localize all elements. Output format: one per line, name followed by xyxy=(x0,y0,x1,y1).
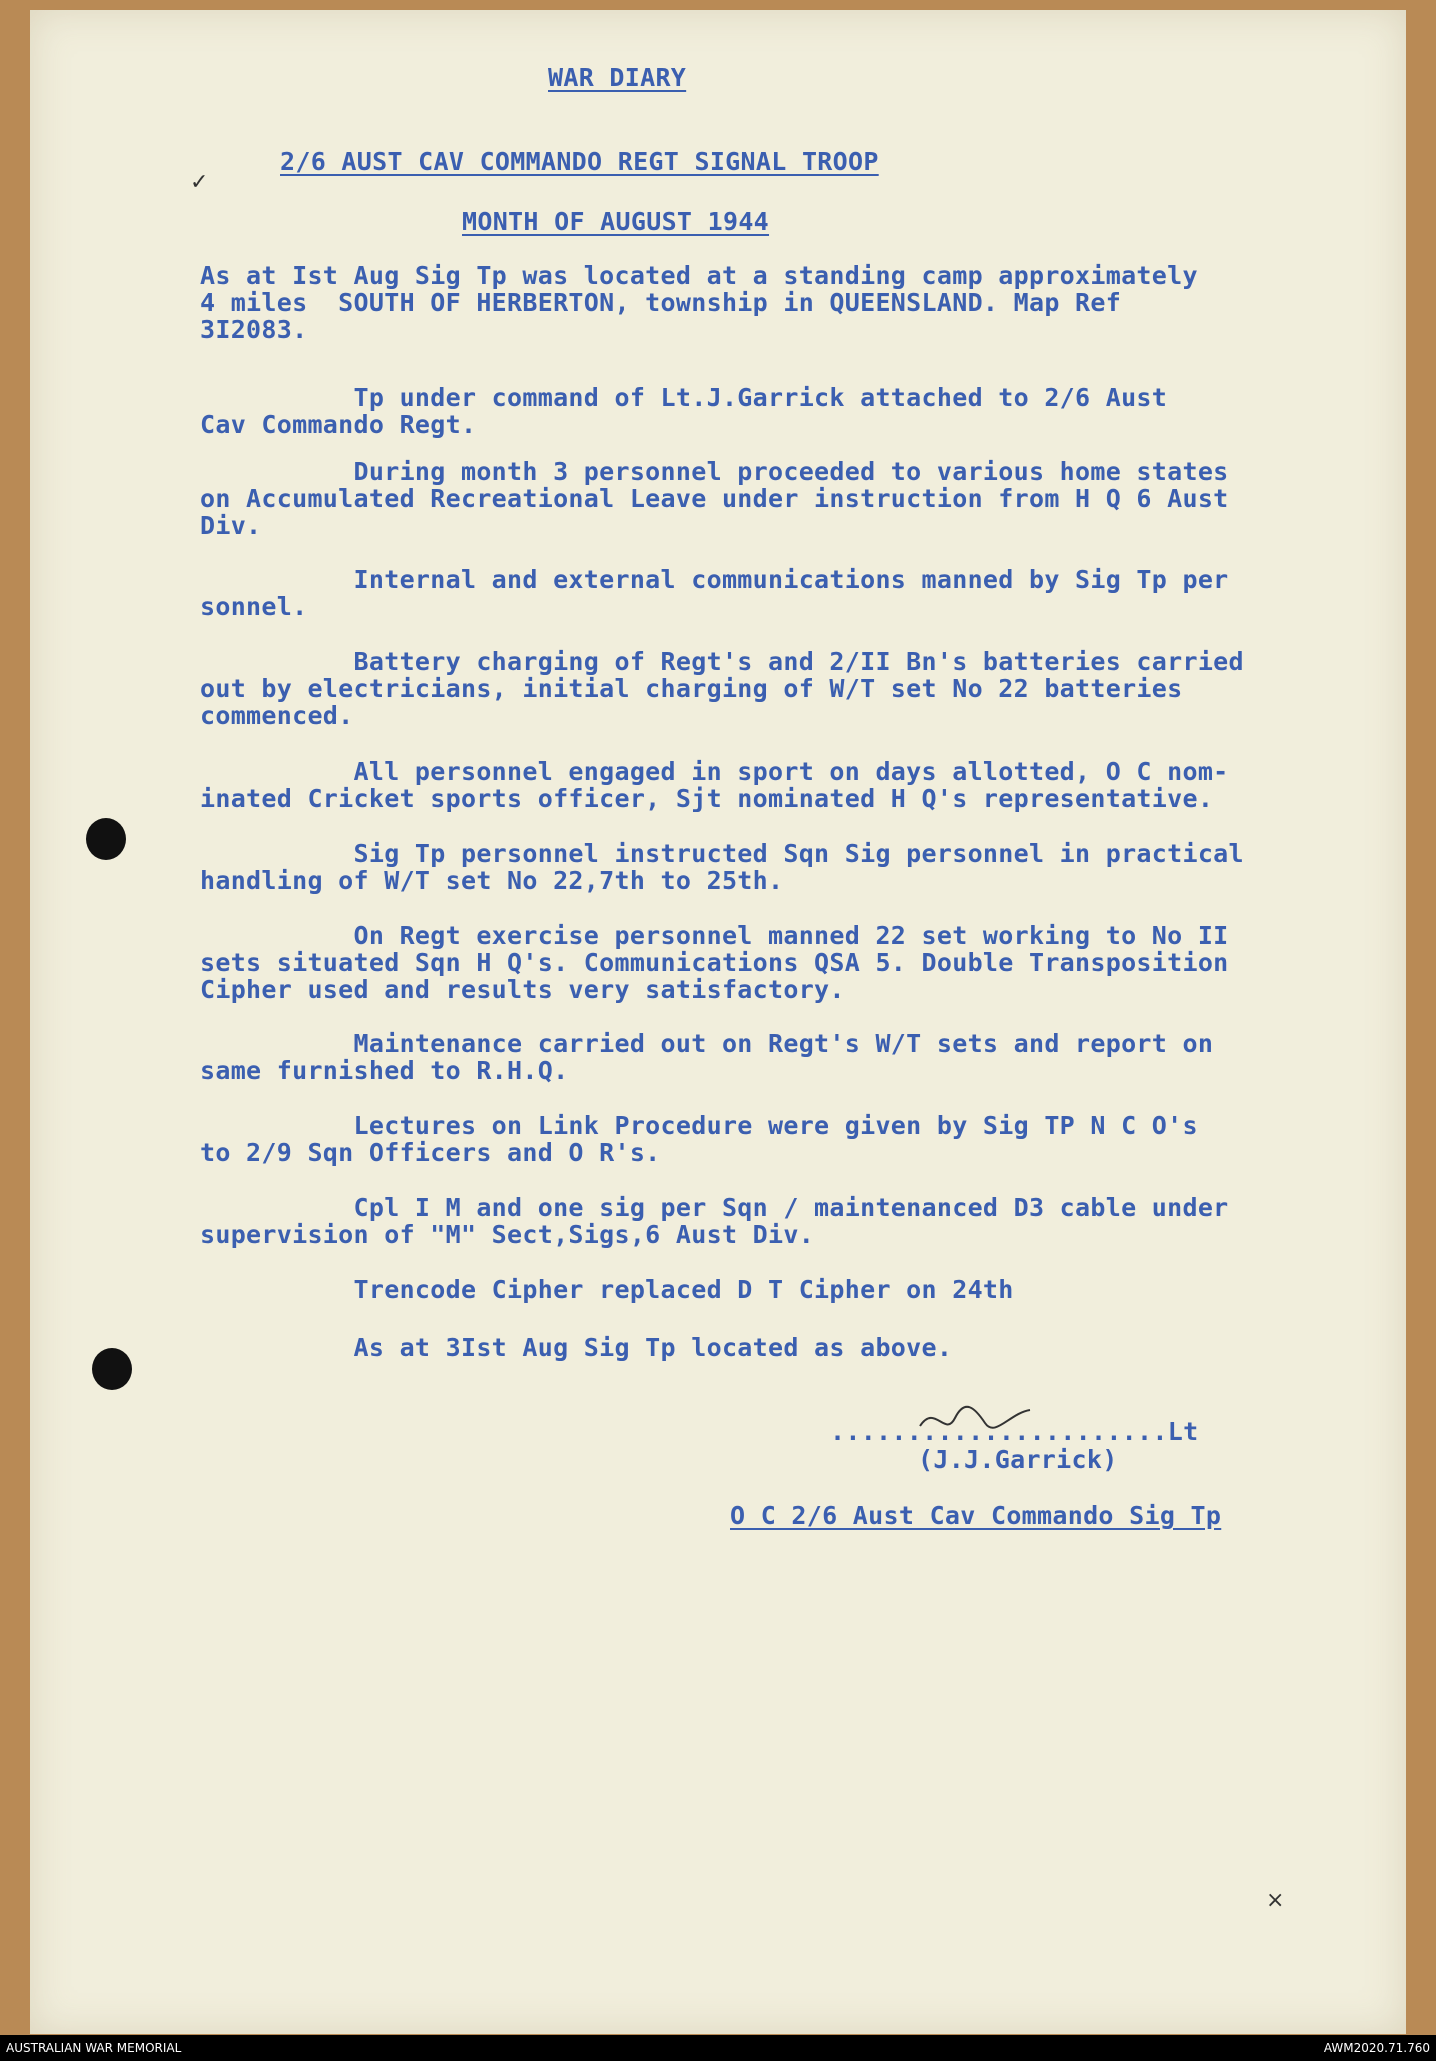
diary-title: WAR DIARY xyxy=(548,63,687,92)
paragraph-line: sonnel. xyxy=(200,592,308,621)
paragraph-line: out by electricians, initial charging of W/T set No 22 batteries xyxy=(200,674,1183,703)
paragraph-line: handling of W/T set No 22,7th to 25th. xyxy=(200,866,784,895)
paragraph-line: Lectures on Link Procedure were given by Sig TP N C O's xyxy=(200,1111,1198,1140)
paragraph-line: sets situated Sqn H Q's. Communications QSA 5. Double Transposition xyxy=(200,948,1229,977)
paragraph-line: Sig Tp personnel instructed Sqn Sig personnel in practical xyxy=(200,839,1244,868)
paragraph-line: On Regt exercise personnel manned 22 set working to No II xyxy=(200,921,1229,950)
paragraph-line: During month 3 personnel proceeded to various home states xyxy=(200,457,1229,486)
paragraph-line: As at 3Ist Aug Sig Tp located as above. xyxy=(200,1333,953,1362)
footer-institution: AUSTRALIAN WAR MEMORIAL xyxy=(6,2041,182,2055)
paragraph-line: inated Cricket sports officer, Sjt nominated H Q's representative. xyxy=(200,784,1214,813)
punch-hole xyxy=(86,818,126,860)
paragraph-line: Maintenance carried out on Regt's W/T sets and report on xyxy=(200,1029,1214,1058)
signatory-position: O C 2/6 Aust Cav Commando Sig Tp xyxy=(730,1501,1222,1530)
paragraph-line: As at Ist Aug Sig Tp was located at a standing camp approximately xyxy=(200,261,1198,290)
paragraph-line: to 2/9 Sqn Officers and O R's. xyxy=(200,1138,661,1167)
month-heading: MONTH OF AUGUST 1944 xyxy=(462,207,770,236)
pencil-mark: × xyxy=(1266,1888,1285,1913)
paragraph-line: same furnished to R.H.Q. xyxy=(200,1056,569,1085)
signature-line: ......................Lt xyxy=(830,1417,1199,1446)
paragraph-line: Cipher used and results very satisfactory. xyxy=(200,975,845,1004)
paragraph-line: Cpl I M and one sig per Sqn / maintenanced D3 cable under xyxy=(200,1193,1229,1222)
paragraph-line: supervision of "M" Sect,Sigs,6 Aust Div. xyxy=(200,1220,815,1249)
paragraph-line: Tp under command of Lt.J.Garrick attached to 2/6 Aust xyxy=(200,383,1168,412)
paragraph-line: on Accumulated Recreational Leave under instruction from H Q 6 Aust xyxy=(200,484,1229,513)
paragraph-line: Div. xyxy=(200,511,262,540)
paragraph-line: Internal and external communications manned by Sig Tp per xyxy=(200,565,1229,594)
paragraph-line: Trencode Cipher replaced D T Cipher on 24th xyxy=(200,1275,1014,1304)
paragraph-line: commenced. xyxy=(200,701,354,730)
paragraph-line: 4 miles SOUTH OF HERBERTON, township in QUEENSLAND. Map Ref xyxy=(200,288,1122,317)
paragraph-line: 3I2083. xyxy=(200,315,308,344)
punch-hole xyxy=(92,1348,132,1390)
signatory-name: (J.J.Garrick) xyxy=(918,1445,1118,1474)
footer-reference: AWM2020.71.760 xyxy=(1323,2041,1430,2055)
paragraph-line: Cav Commando Regt. xyxy=(200,410,477,439)
ink-mark: ✓ xyxy=(190,170,209,195)
paragraph-line: Battery charging of Regt's and 2/II Bn's batteries carried xyxy=(200,647,1244,676)
paragraph-line: All personnel engaged in sport on days allotted, O C nom- xyxy=(200,757,1229,786)
archive-footer xyxy=(0,2035,1436,2061)
unit-heading: 2/6 AUST CAV COMMANDO REGT SIGNAL TROOP xyxy=(280,147,879,176)
